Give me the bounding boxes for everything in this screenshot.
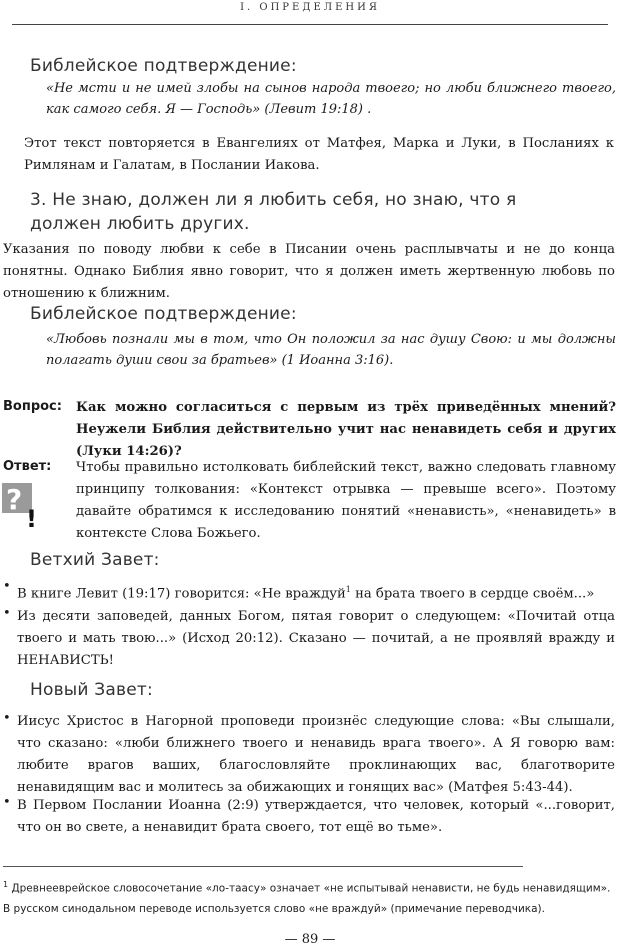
list-item: • В Первом Послании Иоанна (2:9) утверждается, что человек, который «...говорит, что он во свете, а ненавидит брата своего, тот ещё во тьме». [0,795,620,839]
ot-bullet-2-text: Из десяти заповедей, данных Богом, пятая говорит о следующем: «Почитай отца твоего и мать твою...» (Исход 20:12). Сказано — почитай, а не проявляй вражду и НЕНАВИСТЬ! [17,609,615,668]
old-testament-heading: Ветхий Завет: [30,550,160,570]
biblical-confirmation-heading: Библейское подтверждение: [30,56,297,76]
footnote-rule [3,866,523,867]
list-item: • Иисус Христос в Нагорной проповеди произнёс следующие слова: «Вы слышали, что сказано: «люби ближнего твоего и ненавидь врага твоего». А Я говорю вам: любите врагов ваших, благословляйте проклинающих вас, благотворите ненавидящим вас и молитесь за обижающих и гонящих вас» (Матфея 5:43-44). [0,711,620,799]
question-label: Вопрос: [3,399,62,414]
footnote-marker: 1 [3,880,9,889]
nt-bullet-2-text: В Первом Послании Иоанна (2:9) утверждается, что человек, который «...говорит, что он во свете, а ненавидит брата своего, тот ещё во тьме». [17,798,615,835]
running-head: I. ОПРЕДЕЛЕНИЯ [240,2,380,13]
header-rule [12,24,608,25]
footnote-text: Древнееврейское словосочетание «ло-таасу» означает «не испытывай ненависти, не будь ненавидящим». В русском синодальном переводе используется слово «не враждуй» (примечание переводчика). [3,882,611,915]
svg-text:!: ! [26,505,37,529]
question-exclamation-icon [2,483,42,529]
point3-paragraph: Указания по поводу любви к себе в Писании очень расплывчаты и не до конца понятны. Однако Библия явно говорит, что я должен иметь жертвенную любовь по отношению к ближним. [3,242,615,301]
ot-bullet-1-text-after: на брата твоего в сердце своём...» [350,586,595,602]
repeat-paragraph: Этот текст повторяется в Евангелиях от Матфея, Марка и Луки, в Посланиях к Римлянам и Галатам, в Послании Иакова. [24,136,614,173]
answer-label: Ответ: [3,459,52,474]
quote-leviticus: «Не мсти и не имей злобы на сынов народа твоего; но люби ближнего твоего, как самого себя. Я — Господь» (Левит 19:18) . [46,81,616,117]
list-item: • Из десяти заповедей, данных Богом, пятая говорит о следующем: «Почитай отца твоего и мать твою...» (Исход 20:12). Сказано — почитай, а не проявляй вражду и НЕНАВИСТЬ! [0,606,620,672]
footnote-ref: 1 [345,585,351,594]
new-testament-heading: Новый Завет: [30,680,153,700]
answer-text: Чтобы правильно истолковать библейский текст, важно следовать главному принципу толкования: «Контекст отрывка — превыше всего». Поэтому давайте обратимся к исследованию понятий «ненависть», «ненавидеть» в контексте Слова Божьего. [76,460,616,541]
nt-bullet-1-text: Иисус Христос в Нагорной проповеди произнёс следующие слова: «Вы слышали, что сказано: «люби ближнего твоего и ненавидь врага твоего». А Я говорю вам: любите врагов ваших, благословляйте проклинающих вас, благотворите ненавидящим вас и молитесь за обижающих и гонящих вас» (Матфея 5:43-44). [17,714,615,795]
ot-bullet-1-text: В книге Левит (19:17) говорится: «Не враждуй [17,586,346,602]
biblical-confirmation-heading-2: Библейское подтверждение: [30,304,297,324]
page-number: — 89 — [284,932,336,947]
list-item: • В книге Левит (19:17) говорится: «Не враждуй$^1$ на брата твоего в сердце своём...» [3,579,595,602]
point3-heading: 3. Не знаю, должен ли я любить себя, но знаю, что я должен любить других. [30,190,517,234]
svg-text:?: ? [6,483,23,516]
quote-1john: «Любовь познали мы в том, что Он положил за нас душу Свою: и мы должны полагать души свои за братьев» (1 Иоанна 3:16). [46,332,616,368]
question-text: Как можно согласиться с первым из трёх приведённых мнений? Неужели Библия действительно учит нас ненавидеть себя и других (Луки 14:26)? [76,400,616,459]
footnote [3,875,617,919]
